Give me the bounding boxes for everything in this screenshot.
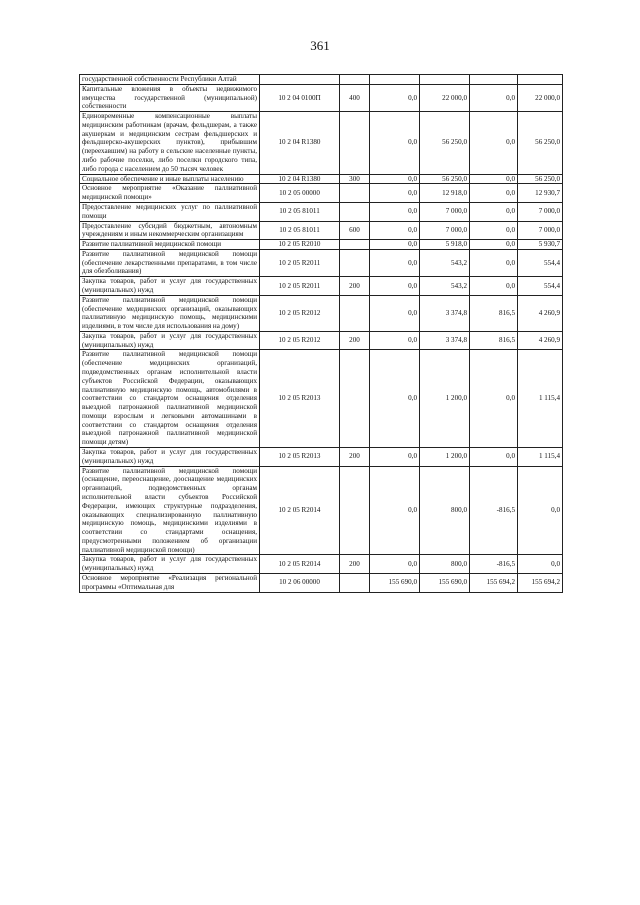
row-value-2-cell: 800,0 xyxy=(420,466,470,555)
row-name-cell: Социальное обеспечение и иные выплаты населению xyxy=(80,174,260,184)
row-value-1-cell: 0,0 xyxy=(370,174,420,184)
row-value-4-cell: 0,0 xyxy=(518,466,563,555)
row-value-2-cell: 5 918,0 xyxy=(420,240,470,250)
row-value-2-cell: 7 000,0 xyxy=(420,221,470,240)
row-value-4-cell: 0,0 xyxy=(518,555,563,574)
row-value-1-cell xyxy=(370,75,420,85)
row-value-4-cell: 7 000,0 xyxy=(518,221,563,240)
row-value-3-cell: 0,0 xyxy=(470,240,518,250)
row-name-cell: Развитие паллиативной медицинской помощи (оснащение, переоснащение, дооснащение медицинских организаций, подведомственных органам исполнительной власти субъектов Российской Федерации, имеющих структурные подразделения, оказывающих специализированную паллиативную медицинскую помощь, медицинскими изделиями в соответствии со стандартами оснащения, предусмотренными положением об организации паллиативной медицинской помощи) xyxy=(80,466,260,555)
row-value-1-cell: 0,0 xyxy=(370,448,420,467)
row-name-cell: Закупка товаров, работ и услуг для государственных (муниципальных) нужд xyxy=(80,448,260,467)
row-value-4-cell: 56 250,0 xyxy=(518,174,563,184)
row-expense-type-cell xyxy=(340,184,370,203)
row-expense-type-cell xyxy=(340,466,370,555)
row-expense-type-cell: 200 xyxy=(340,331,370,350)
row-value-4-cell: 7 000,0 xyxy=(518,202,563,221)
row-value-4-cell: 554,4 xyxy=(518,277,563,296)
table-row xyxy=(80,448,563,467)
row-expense-type-cell xyxy=(340,202,370,221)
row-code-cell: 10 2 06 00000 xyxy=(260,573,340,592)
row-name-cell: Единовременные компенсационные выплаты медицинским работникам (врачам, фельдшерам, а также акушеркам и медицинским сестрам фельдшерских и фельдшерско-акушерских пунктов), прибывшим (переехавшим) на работу в сельские населенные пункты, либо рабочие поселки, либо поселки городского типа, либо города с населением до 50 тысяч человек xyxy=(80,112,260,174)
row-name-cell: Основное мероприятие «Реализация региональной программы «Оптимальная для xyxy=(80,573,260,592)
row-code-cell: 10 2 05 R2011 xyxy=(260,249,340,276)
row-name-cell: Предоставление медицинских услуг по паллиативной помощи xyxy=(80,202,260,221)
row-name-cell: Закупка товаров, работ и услуг для государственных (муниципальных) нужд xyxy=(80,331,260,350)
row-name-cell: Капитальные вложения в объекты недвижимого имущества государственной (муниципальной) собственности xyxy=(80,84,260,111)
row-value-2-cell: 3 374,8 xyxy=(420,331,470,350)
row-expense-type-cell xyxy=(340,295,370,331)
row-code-cell: 10 2 04 R1380 xyxy=(260,112,340,174)
row-value-1-cell: 0,0 xyxy=(370,295,420,331)
row-expense-type-cell xyxy=(340,240,370,250)
row-value-3-cell: 0,0 xyxy=(470,221,518,240)
row-value-3-cell: 0,0 xyxy=(470,249,518,276)
row-name-cell: Предоставление субсидий бюджетным, автономным учреждениям и иным некоммерческим организациям xyxy=(80,221,260,240)
table-row xyxy=(80,174,563,184)
row-value-4-cell: 1 115,4 xyxy=(518,448,563,467)
row-value-1-cell: 0,0 xyxy=(370,466,420,555)
row-value-2-cell: 543,2 xyxy=(420,249,470,276)
budget-table xyxy=(79,74,563,593)
row-value-4-cell: 1 115,4 xyxy=(518,350,563,448)
row-value-3-cell: 0,0 xyxy=(470,84,518,111)
row-value-4-cell: 155 694,2 xyxy=(518,573,563,592)
row-name-cell: Развитие паллиативной медицинской помощи (обеспечение медицинских организаций, оказывающих паллиативную медицинскую помощь, медицинскими изделиями, в том числе для использования на дому) xyxy=(80,295,260,331)
row-expense-type-cell xyxy=(340,350,370,448)
table-row xyxy=(80,295,563,331)
row-value-3-cell xyxy=(470,75,518,85)
table-row xyxy=(80,202,563,221)
row-expense-type-cell: 400 xyxy=(340,84,370,111)
row-value-3-cell: 0,0 xyxy=(470,184,518,203)
row-value-3-cell: -816,5 xyxy=(470,466,518,555)
row-expense-type-cell: 200 xyxy=(340,555,370,574)
row-value-2-cell: 56 250,0 xyxy=(420,174,470,184)
row-value-1-cell: 0,0 xyxy=(370,84,420,111)
row-code-cell: 10 2 05 81011 xyxy=(260,221,340,240)
table-row xyxy=(80,84,563,111)
row-value-1-cell: 0,0 xyxy=(370,112,420,174)
row-value-4-cell: 5 930,7 xyxy=(518,240,563,250)
row-code-cell: 10 2 05 R2010 xyxy=(260,240,340,250)
row-value-1-cell: 0,0 xyxy=(370,249,420,276)
row-value-1-cell: 0,0 xyxy=(370,277,420,296)
row-expense-type-cell xyxy=(340,112,370,174)
table-row xyxy=(80,240,563,250)
row-value-1-cell: 0,0 xyxy=(370,331,420,350)
table-row xyxy=(80,350,563,448)
row-value-3-cell: -816,5 xyxy=(470,555,518,574)
row-expense-type-cell: 300 xyxy=(340,174,370,184)
row-value-1-cell: 0,0 xyxy=(370,240,420,250)
row-value-3-cell: 0,0 xyxy=(470,350,518,448)
row-name-cell: Закупка товаров, работ и услуг для государственных (муниципальных) нужд xyxy=(80,277,260,296)
table-row xyxy=(80,184,563,203)
row-value-1-cell: 0,0 xyxy=(370,350,420,448)
row-name-cell: Развитие паллиативной медицинской помощи (обеспечение медицинских организаций, подведомственных органам исполнительной власти субъектов Российской Федерации, оказывающих паллиативную медицинскую помощь, автомобилями в соответствии со стандартом оснащения отделения выездной патронажной паллиативной медицинской помощи взрослым и легковыми автомашинами в соответствии со стандартом оснащения отделения выездной патронажной паллиативной медицинской помощи детям) xyxy=(80,350,260,448)
table-row xyxy=(80,221,563,240)
row-name-cell: государственной собственности Республики Алтай xyxy=(80,75,260,85)
table-row xyxy=(80,331,563,350)
row-name-cell: Закупка товаров, работ и услуг для государственных (муниципальных) нужд xyxy=(80,555,260,574)
row-expense-type-cell: 600 xyxy=(340,221,370,240)
row-name-cell: Основное мероприятие «Оказание паллиативной медицинской помощи» xyxy=(80,184,260,203)
table-row xyxy=(80,466,563,555)
row-value-3-cell: 0,0 xyxy=(470,448,518,467)
row-value-3-cell: 155 694,2 xyxy=(470,573,518,592)
row-code-cell: 10 2 05 R2011 xyxy=(260,277,340,296)
row-value-2-cell: 155 690,0 xyxy=(420,573,470,592)
row-value-3-cell: 0,0 xyxy=(470,174,518,184)
row-expense-type-cell: 200 xyxy=(340,277,370,296)
row-value-1-cell: 0,0 xyxy=(370,555,420,574)
row-value-2-cell: 22 000,0 xyxy=(420,84,470,111)
row-name-cell: Развитие паллиативной медицинской помощи (обеспечение лекарственными препаратами, в том числе для обезболивания) xyxy=(80,249,260,276)
row-value-4-cell: 22 000,0 xyxy=(518,84,563,111)
row-code-cell: 10 2 05 R2012 xyxy=(260,331,340,350)
row-value-3-cell: 0,0 xyxy=(470,112,518,174)
row-value-4-cell: 4 260,9 xyxy=(518,295,563,331)
table-row xyxy=(80,573,563,592)
row-code-cell: 10 2 04 R1380 xyxy=(260,174,340,184)
row-code-cell: 10 2 04 0100П xyxy=(260,84,340,111)
table-row xyxy=(80,555,563,574)
row-value-2-cell: 7 000,0 xyxy=(420,202,470,221)
row-value-4-cell: 554,4 xyxy=(518,249,563,276)
row-value-2-cell: 800,0 xyxy=(420,555,470,574)
row-value-3-cell: 0,0 xyxy=(470,277,518,296)
row-code-cell: 10 2 05 R2014 xyxy=(260,466,340,555)
row-value-2-cell: 3 374,8 xyxy=(420,295,470,331)
row-value-3-cell: 816,5 xyxy=(470,295,518,331)
table-row xyxy=(80,249,563,276)
row-value-4-cell: 12 930,7 xyxy=(518,184,563,203)
row-value-2-cell: 1 200,0 xyxy=(420,448,470,467)
row-code-cell: 10 2 05 R2012 xyxy=(260,295,340,331)
row-value-1-cell: 0,0 xyxy=(370,202,420,221)
row-value-2-cell: 56 250,0 xyxy=(420,112,470,174)
row-expense-type-cell xyxy=(340,75,370,85)
row-code-cell: 10 2 05 00000 xyxy=(260,184,340,203)
row-value-2-cell: 543,2 xyxy=(420,277,470,296)
row-expense-type-cell xyxy=(340,573,370,592)
row-code-cell: 10 2 05 R2014 xyxy=(260,555,340,574)
row-value-2-cell: 12 918,0 xyxy=(420,184,470,203)
row-value-4-cell xyxy=(518,75,563,85)
row-name-cell: Развитие паллиативной медицинской помощи xyxy=(80,240,260,250)
row-value-4-cell: 4 260,9 xyxy=(518,331,563,350)
row-value-1-cell: 0,0 xyxy=(370,221,420,240)
row-value-1-cell: 155 690,0 xyxy=(370,573,420,592)
row-code-cell: 10 2 05 R2013 xyxy=(260,350,340,448)
row-value-4-cell: 56 250,0 xyxy=(518,112,563,174)
row-code-cell xyxy=(260,75,340,85)
row-value-3-cell: 816,5 xyxy=(470,331,518,350)
table-body xyxy=(80,75,563,593)
row-value-2-cell xyxy=(420,75,470,85)
table-row xyxy=(80,112,563,174)
table-row xyxy=(80,277,563,296)
row-value-1-cell: 0,0 xyxy=(370,184,420,203)
row-value-2-cell: 1 200,0 xyxy=(420,350,470,448)
page-number: 361 xyxy=(310,38,330,53)
row-code-cell: 10 2 05 81011 xyxy=(260,202,340,221)
row-value-3-cell: 0,0 xyxy=(470,202,518,221)
row-code-cell: 10 2 05 R2013 xyxy=(260,448,340,467)
row-expense-type-cell xyxy=(340,249,370,276)
row-expense-type-cell: 200 xyxy=(340,448,370,467)
table-row xyxy=(80,75,563,85)
